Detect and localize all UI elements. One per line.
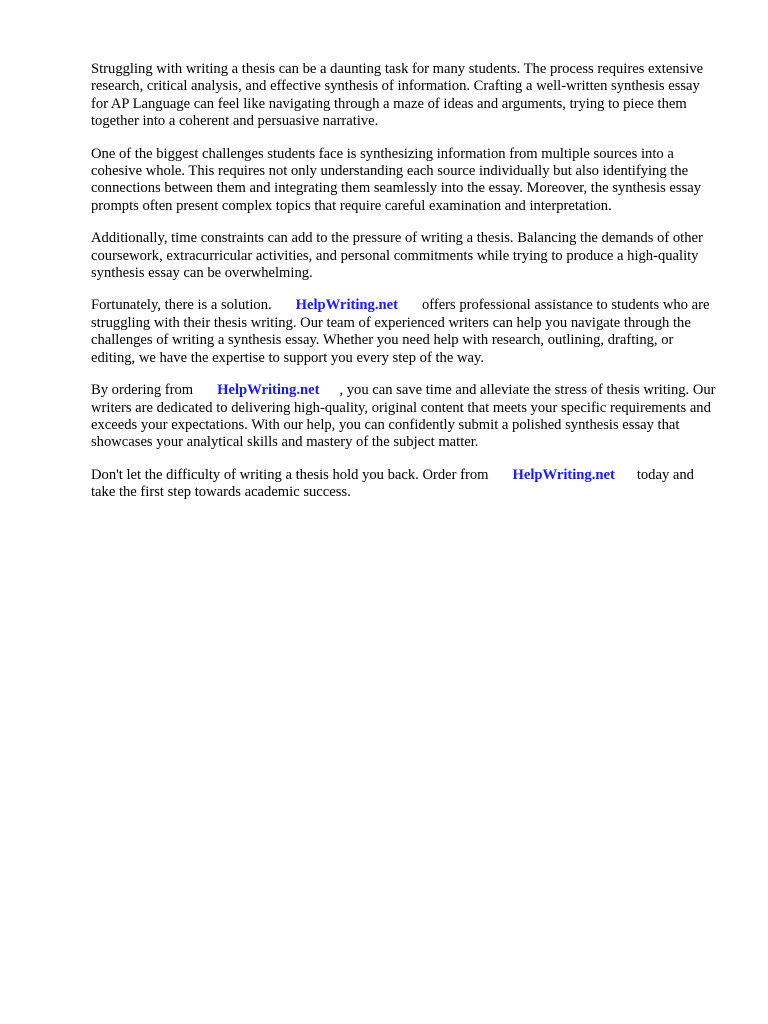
helpwriting-link-1[interactable]: HelpWriting.net <box>295 297 398 314</box>
helpwriting-link-3[interactable]: HelpWriting.net <box>512 466 615 483</box>
helpwriting-link-2[interactable]: HelpWriting.net <box>217 382 320 399</box>
paragraph-solution-rest: offers professional assistance to students who are struggling with their thesis writing. Our team of experienced writers can help you navigate through the challenges of writing a synthesis essay. Whether you need help with research, outlining, drafting, or editing, we have the expertise to support you every step of the way. <box>91 297 710 366</box>
paragraph-ordering-rest: , you can save time and alleviate the stress of thesis writing. Our writers are dedicated to delivering high-quality, original content that meets your specific requirements and exceeds your expectations. With our help, you can confidently submit a polished synthesis essay that showcases your analytical skills and mastery of the subject matter. <box>91 382 716 451</box>
paragraph-call-to-action-lead: Don't let the difficulty of writing a thesis hold you back. Order from <box>91 466 489 483</box>
paragraph-solution-lead: Fortunately, there is a solution. <box>91 297 272 314</box>
paragraph-challenges <box>91 146 719 216</box>
paragraph-ordering-lead: By ordering from <box>91 382 194 399</box>
paragraph-time-constraints <box>91 230 719 282</box>
paragraph-ordering <box>91 382 719 452</box>
paragraph-solution <box>91 297 719 367</box>
paragraph-intro <box>91 61 719 131</box>
paragraph-intro-text: Struggling with writing a thesis can be a daunting task for many students. The process requires extensive research, critical analysis, and effective synthesis of information. Crafting a well-written synthesis essay for AP Language can feel like navigating through a maze of ideas and arguments, trying to piece them together into a coherent and persuasive narrative. <box>91 61 704 130</box>
document-body <box>91 61 719 517</box>
paragraph-call-to-action <box>91 467 719 502</box>
paragraph-challenges-text: One of the biggest challenges students face is synthesizing information from multiple sources into a cohesive whole. This requires not only understanding each source individually but also identifying the connections between them and integrating them seamlessly into the essay. Moreover, the synthesis essay prompts often present complex topics that require careful examination and interpretation. <box>91 145 702 214</box>
paragraph-call-to-action-rest: today and take the first step towards academic success. <box>91 466 694 501</box>
paragraph-time-constraints-text: Additionally, time constraints can add to the pressure of writing a thesis. Balancing the demands of other coursework, extracurricular activities, and personal commitments while trying to produce a high-quality synthesis essay can be overwhelming. <box>91 230 703 282</box>
